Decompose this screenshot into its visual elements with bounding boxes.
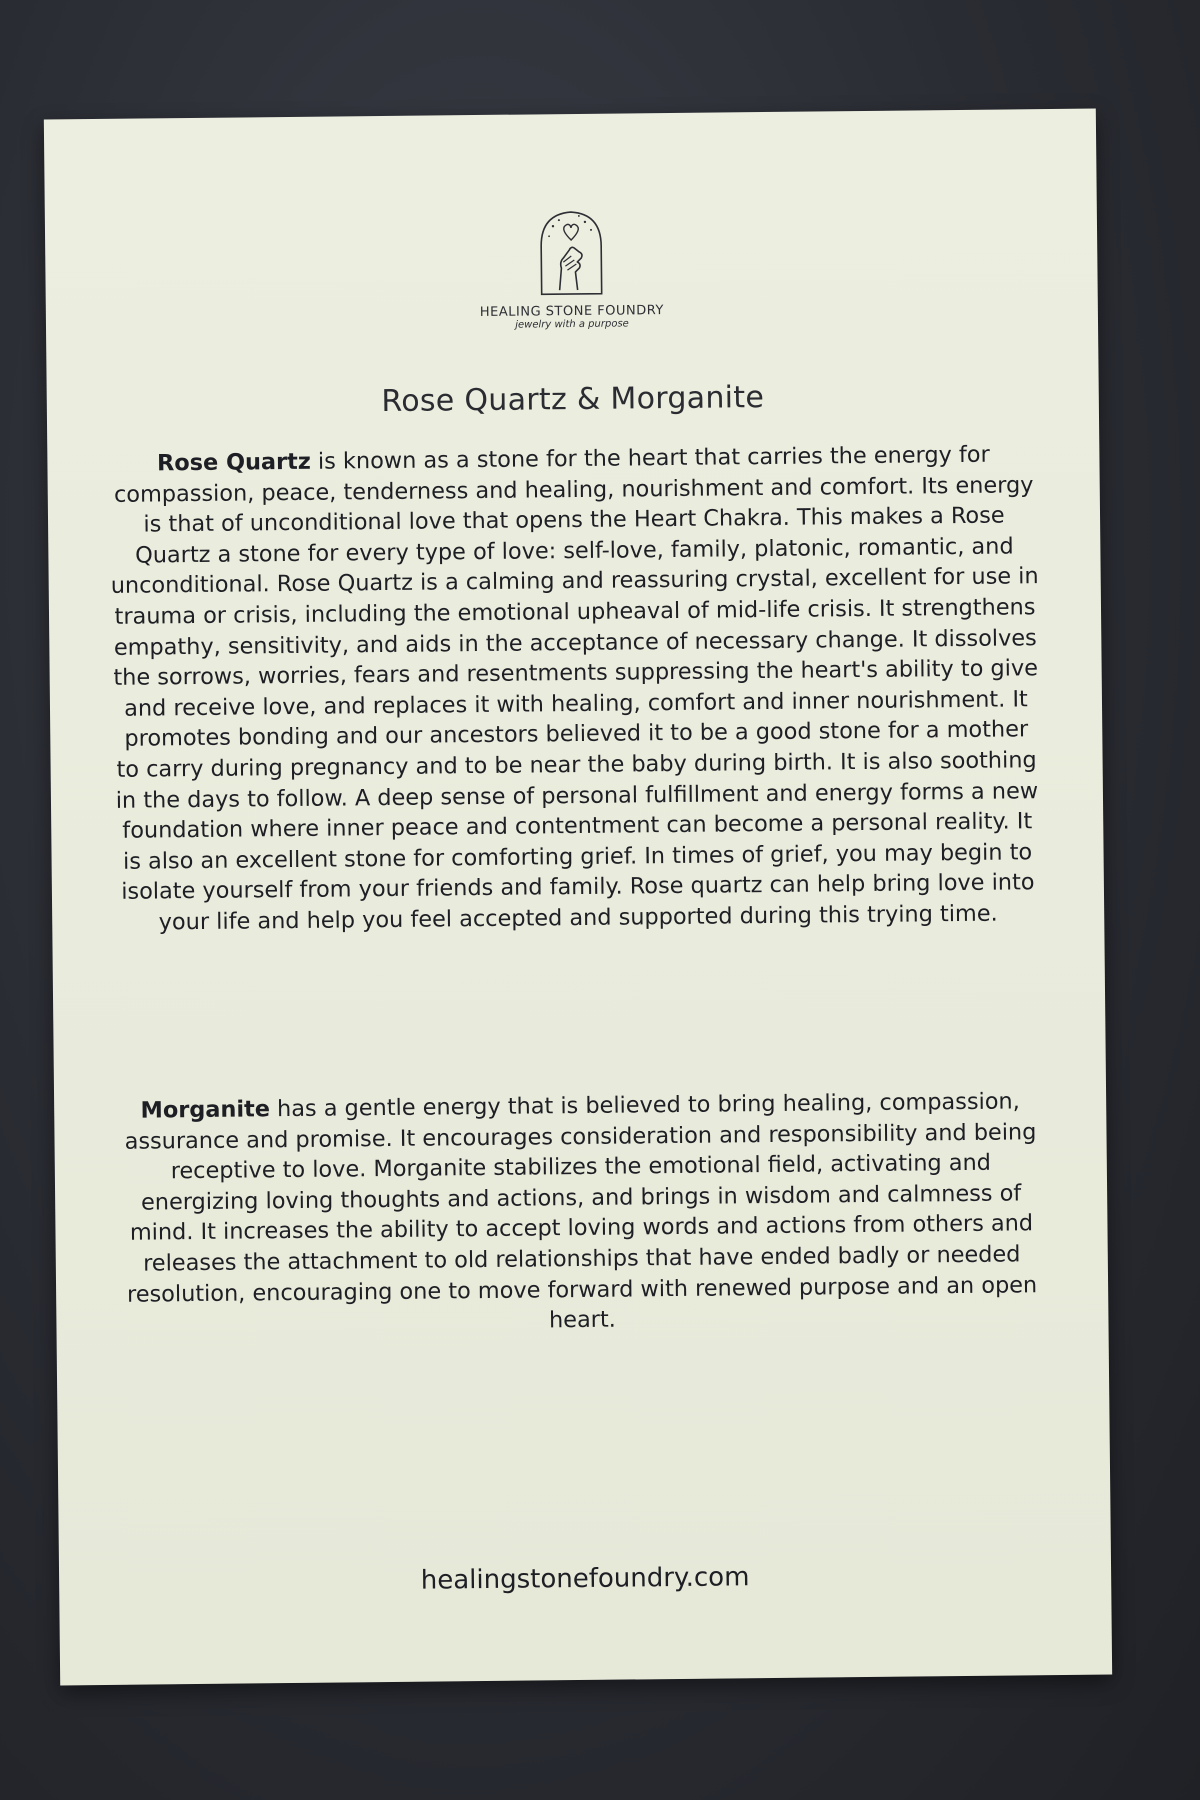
hand-holding-heart-icon [519,205,624,302]
rose-quartz-heading: Rose Quartz [156,448,311,477]
brand-name: HEALING STONE FOUNDRY [479,303,664,320]
morganite-paragraph [108,1086,1055,1341]
morganite-text: has a gentle energy that is believed to bring healing, compassion, assurance and promise. It encourages consideration and responsibility and being receptive to love. Morganite stabilizes the emotional field, activating and energizing loving thoughts and actions, and brings in wisdom and calmness of mind. It increases the ability to accept loving words and actions from others and releases the attachment to old relationships that have ended badly or needed resolution, encouraging one to move forward with renewed purpose and an open heart. [124,1088,1038,1334]
card-title: Rose Quartz & Morganite [381,380,765,420]
rose-quartz-text: is known as a stone for the heart that carries the energy for compassion, peace, tenderness and healing, nourishment and comfort. Its energy is that of unconditional love that opens the Heart Chakra. This makes a Rose Quartz a stone for every type of love: self-love, family, platonic, romantic, and unconditional. Rose Quartz is a calming and reassuring crystal, excellent for use in trauma or crisis, including the emotional upheaval of mid-life crisis. It strengthens empathy, sensitivity, and aids in the acceptance of necessary change. It dissolves the sorrows, worries, fears and resentments suppressing the heart's ability to give and receive love, and replaces it with healing, comfort and inner nourishment. It promotes bonding and our ancestors believed it to be a good stone for a mother to carry during pregnancy and to be near the baby during birth. It is also soothing in the days to follow. A deep sense of personal fulfillment and energy forms a new foundation where inner peace and contentment can become a personal reality. It is also an excellent stone for comforting grief. In times of grief, you may begin to isolate yourself from your friends and family. Rose quartz can help bring love into your life and help you feel accepted and supported during this trying time. [110,441,1039,936]
info-card [44,109,1112,1686]
website-url: healingstonefoundry.com [420,1562,750,1596]
brand-tagline: jewelry with a purpose [515,318,629,331]
rose-quartz-paragraph [107,439,1044,938]
morganite-heading: Morganite [140,1096,271,1124]
brand-logo [45,201,1098,336]
